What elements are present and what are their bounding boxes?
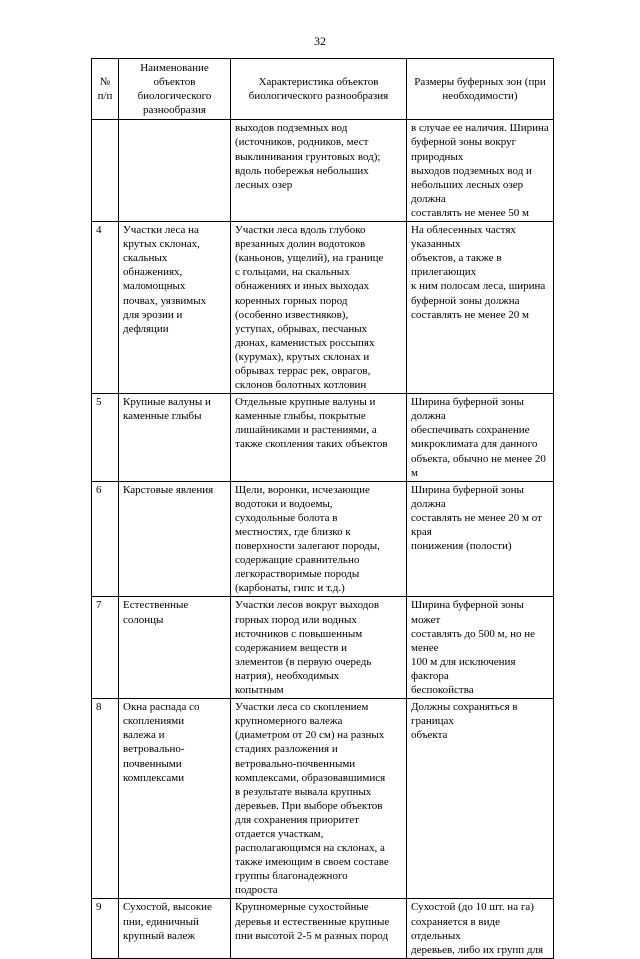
row-number <box>92 394 119 482</box>
cell-line: склонов болотных котловин <box>235 379 367 392</box>
cell-line: составлять не менее 20 м <box>411 308 530 321</box>
cell-line: необходимости) <box>442 90 518 103</box>
cell-line: каменные глыбы <box>123 410 202 423</box>
cell-line: небольших лесных озер должна <box>411 178 524 205</box>
cell-line: сохраняется в виде отдельных <box>411 915 500 942</box>
cell-line: также имеющим в своем составе <box>235 856 389 869</box>
table-body <box>92 120 554 958</box>
cell-line: Карстовые явления <box>123 483 214 496</box>
characteristics-cell <box>231 222 407 394</box>
cell-line: буферной зоны должна <box>411 294 520 307</box>
cell-line: выходов подземных вод и <box>411 164 532 177</box>
cell-line: ветровально-почвенными <box>235 757 356 770</box>
cell-line: 8 <box>96 701 102 714</box>
object-name-cell <box>119 597 231 699</box>
cell-line: легкорастворимые породы <box>235 568 360 581</box>
cell-line: крупномерного валежа <box>235 715 343 728</box>
cell-line: объектов <box>153 76 196 89</box>
cell-line: скальных <box>123 252 168 265</box>
cell-line: комплексами, образовавшимися <box>235 771 386 784</box>
header-characteristics <box>231 59 407 120</box>
object-name-cell <box>119 120 231 222</box>
cell-line: разнообразия <box>143 104 206 117</box>
buffer-size-cell <box>407 120 554 222</box>
cell-line: с гольцами, на скальных <box>235 266 350 279</box>
row-number <box>92 222 119 394</box>
cell-line: Отдельные крупные валуны и <box>235 396 376 409</box>
cell-line: ветровально- <box>123 743 185 756</box>
cell-line: уступах, обрывах, песчаных <box>235 322 368 335</box>
table-row <box>92 481 554 597</box>
cell-line: коренных горных пород <box>235 294 348 307</box>
cell-line: деревьев, либо их групп для <box>411 943 544 956</box>
cell-line: Участки лесов вокруг выходов <box>235 599 380 612</box>
cell-line: валежа и <box>123 729 165 742</box>
buffer-size-cell <box>407 597 554 699</box>
cell-line: в случае ее наличия. Ширина <box>411 122 549 135</box>
page-number: 32 <box>314 34 326 48</box>
characteristics-cell <box>231 899 407 958</box>
cell-line: составлять не менее 50 м <box>411 206 530 219</box>
cell-line: микроклимата для данного <box>411 438 538 451</box>
cell-line: биологического <box>137 90 212 103</box>
cell-line: пни, единичный <box>123 915 199 928</box>
cell-line: На облесенных частях указанных <box>411 224 516 251</box>
cell-line: маломощных <box>123 280 186 293</box>
cell-line: Сухостой (до 10 шт. на га) <box>411 901 534 914</box>
cell-line: суходольные болота в <box>235 511 338 524</box>
cell-line: 4 <box>96 224 102 237</box>
object-name-cell <box>119 222 231 394</box>
table-row <box>92 699 554 899</box>
cell-line: Должны сохраняться в границах <box>411 701 518 728</box>
object-name-cell <box>119 481 231 597</box>
table-row <box>92 120 554 222</box>
cell-line: деревьев. При выборе объектов <box>235 799 383 812</box>
characteristics-cell <box>231 597 407 699</box>
table-row <box>92 394 554 482</box>
header-object-name <box>119 59 231 120</box>
cell-line: № <box>99 76 111 89</box>
cell-line: почвах, уязвимых <box>123 294 207 307</box>
cell-line: выклинивания грунтовых вод); <box>235 150 381 163</box>
cell-line: лесных озер <box>235 178 293 191</box>
cell-line: Крупные валуны и <box>123 396 211 409</box>
cell-line: Естественные <box>123 599 189 612</box>
table-header-row <box>92 59 554 120</box>
cell-line: местностях, где близко к <box>235 526 351 538</box>
cell-line: буферной зоны вокруг природных <box>411 136 517 163</box>
cell-line: располагающимся на склонах, а <box>235 842 385 855</box>
cell-line: 5 <box>96 396 102 409</box>
header-buffer-size <box>407 59 554 120</box>
row-number <box>92 481 119 597</box>
cell-line: (курумах), крутых склонах и <box>235 350 370 363</box>
cell-line: скоплениями <box>123 715 185 728</box>
cell-line: пни высотой 2-5 м разных пород <box>235 929 389 942</box>
cell-line: обрывах террас рек, оврагов, <box>235 364 371 377</box>
cell-line: понижения (полости) <box>411 540 512 553</box>
cell-line: содержанием веществ и <box>235 641 348 654</box>
cell-line: элементов (в первую очередь <box>235 655 372 668</box>
table-row <box>92 222 554 394</box>
cell-line: 9 <box>96 901 102 914</box>
cell-line: Участки леса вдоль глубоко <box>235 224 366 237</box>
cell-line: Сухостой, высокие <box>123 901 212 914</box>
cell-line: поверхности залегают породы, <box>235 540 380 553</box>
cell-line: (особенно известняков), <box>235 308 349 321</box>
cell-line: содержащие сравнительно <box>235 554 360 567</box>
characteristics-cell <box>231 699 407 899</box>
cell-line: комплексами <box>123 771 185 784</box>
cell-line: каменные глыбы, покрытые <box>235 410 366 423</box>
cell-line: Участки леса на <box>123 224 199 237</box>
row-number <box>92 899 119 958</box>
object-name-cell <box>119 394 231 482</box>
cell-line: биологического разнообразия <box>248 90 389 103</box>
cell-line: стадиях разложения и <box>235 743 338 756</box>
cell-line: составлять не менее 20 м от края <box>411 511 542 538</box>
row-number <box>92 699 119 899</box>
characteristics-cell <box>231 394 407 482</box>
cell-line: группы благонадежного <box>235 870 348 883</box>
cell-line: почвенными <box>123 757 182 770</box>
cell-line: п/п <box>97 90 113 103</box>
cell-line: (диаметром от 20 см) на разных <box>235 729 385 742</box>
cell-line: 6 <box>96 483 102 496</box>
cell-line: Наименование <box>140 62 209 74</box>
cell-line: (каньонов, ущелий), на границе <box>235 252 384 265</box>
cell-line: дюнах, каменистых россыпях <box>235 336 375 349</box>
cell-line: отдается участкам, <box>235 827 324 840</box>
cell-line: водотоки и водоемы, <box>235 497 333 510</box>
buffer-size-cell <box>407 222 554 394</box>
cell-line: (карбонаты, гипс и т.д.) <box>235 582 345 595</box>
table-row <box>92 899 554 958</box>
characteristics-cell <box>231 120 407 222</box>
cell-line: натрия), необходимых <box>235 669 340 682</box>
cell-line: Участки леса со скоплением <box>235 701 369 714</box>
cell-line: также скопления таких объектов <box>235 438 388 451</box>
cell-line: горных пород или водных <box>235 613 357 626</box>
cell-line: 7 <box>96 599 102 612</box>
header-number <box>92 59 119 120</box>
cell-line: Ширина буферной зоны должна <box>411 483 524 510</box>
cell-line: к ним полосам леса, ширина <box>411 280 546 293</box>
cell-line: выходов подземных вод <box>235 122 348 135</box>
buffer-size-cell <box>407 899 554 958</box>
cell-line: крупный валеж <box>123 929 195 942</box>
cell-line: вдоль побережья небольших <box>235 164 369 177</box>
cell-line: беспокойства <box>411 684 474 697</box>
cell-line: лишайниками и растениями, а <box>235 424 377 437</box>
cell-line: Щели, воронки, исчезающие <box>235 483 370 496</box>
cell-line: 100 м для исключения фактора <box>411 655 516 682</box>
row-number <box>92 120 119 222</box>
buffer-size-cell <box>407 481 554 597</box>
cell-line: Ширина буферной зоны должна <box>411 396 524 423</box>
cell-line: объектов, а также в прилегающих <box>411 252 502 279</box>
cell-line: обнажениях, <box>123 266 183 279</box>
cell-line: подроста <box>235 884 278 897</box>
cell-line: копытным <box>235 684 284 697</box>
cell-line: в результате вывала крупных <box>235 785 372 798</box>
cell-line: обеспечивать сохранение <box>411 424 530 437</box>
cell-line: составлять до 500 м, но не менее <box>411 627 535 654</box>
table-row <box>92 597 554 699</box>
cell-line: Характеристика объектов <box>258 76 379 89</box>
characteristics-cell <box>231 481 407 597</box>
row-number <box>92 597 119 699</box>
cell-line: объекта <box>411 729 448 742</box>
cell-line: крутых склонах, <box>123 238 200 251</box>
cell-line: дефляции <box>123 322 169 335</box>
buffer-size-cell <box>407 699 554 899</box>
cell-line: Размеры буферных зон (при <box>414 76 546 89</box>
cell-line: объекта, обычно не менее 20 м <box>411 452 546 479</box>
cell-line: (источников, родников, мест <box>235 136 369 149</box>
cell-line: Крупномерные сухостойные <box>235 901 369 914</box>
object-name-cell <box>119 899 231 958</box>
cell-line: деревья и естественные крупные <box>235 915 390 928</box>
buffer-size-cell <box>407 394 554 482</box>
cell-line: Окна распада со <box>123 701 200 714</box>
cell-line: обнажениях и иных выходах <box>235 280 370 293</box>
object-name-cell <box>119 699 231 899</box>
cell-line: для сохранения приоритет <box>235 813 359 826</box>
cell-line: врезанных долин водотоков <box>235 238 366 251</box>
biodiversity-table <box>91 58 554 959</box>
cell-line: Ширина буферной зоны может <box>411 599 524 626</box>
cell-line: солонцы <box>123 613 164 626</box>
cell-line: для эрозии и <box>123 308 183 321</box>
cell-line: источников с повышенным <box>235 627 363 640</box>
